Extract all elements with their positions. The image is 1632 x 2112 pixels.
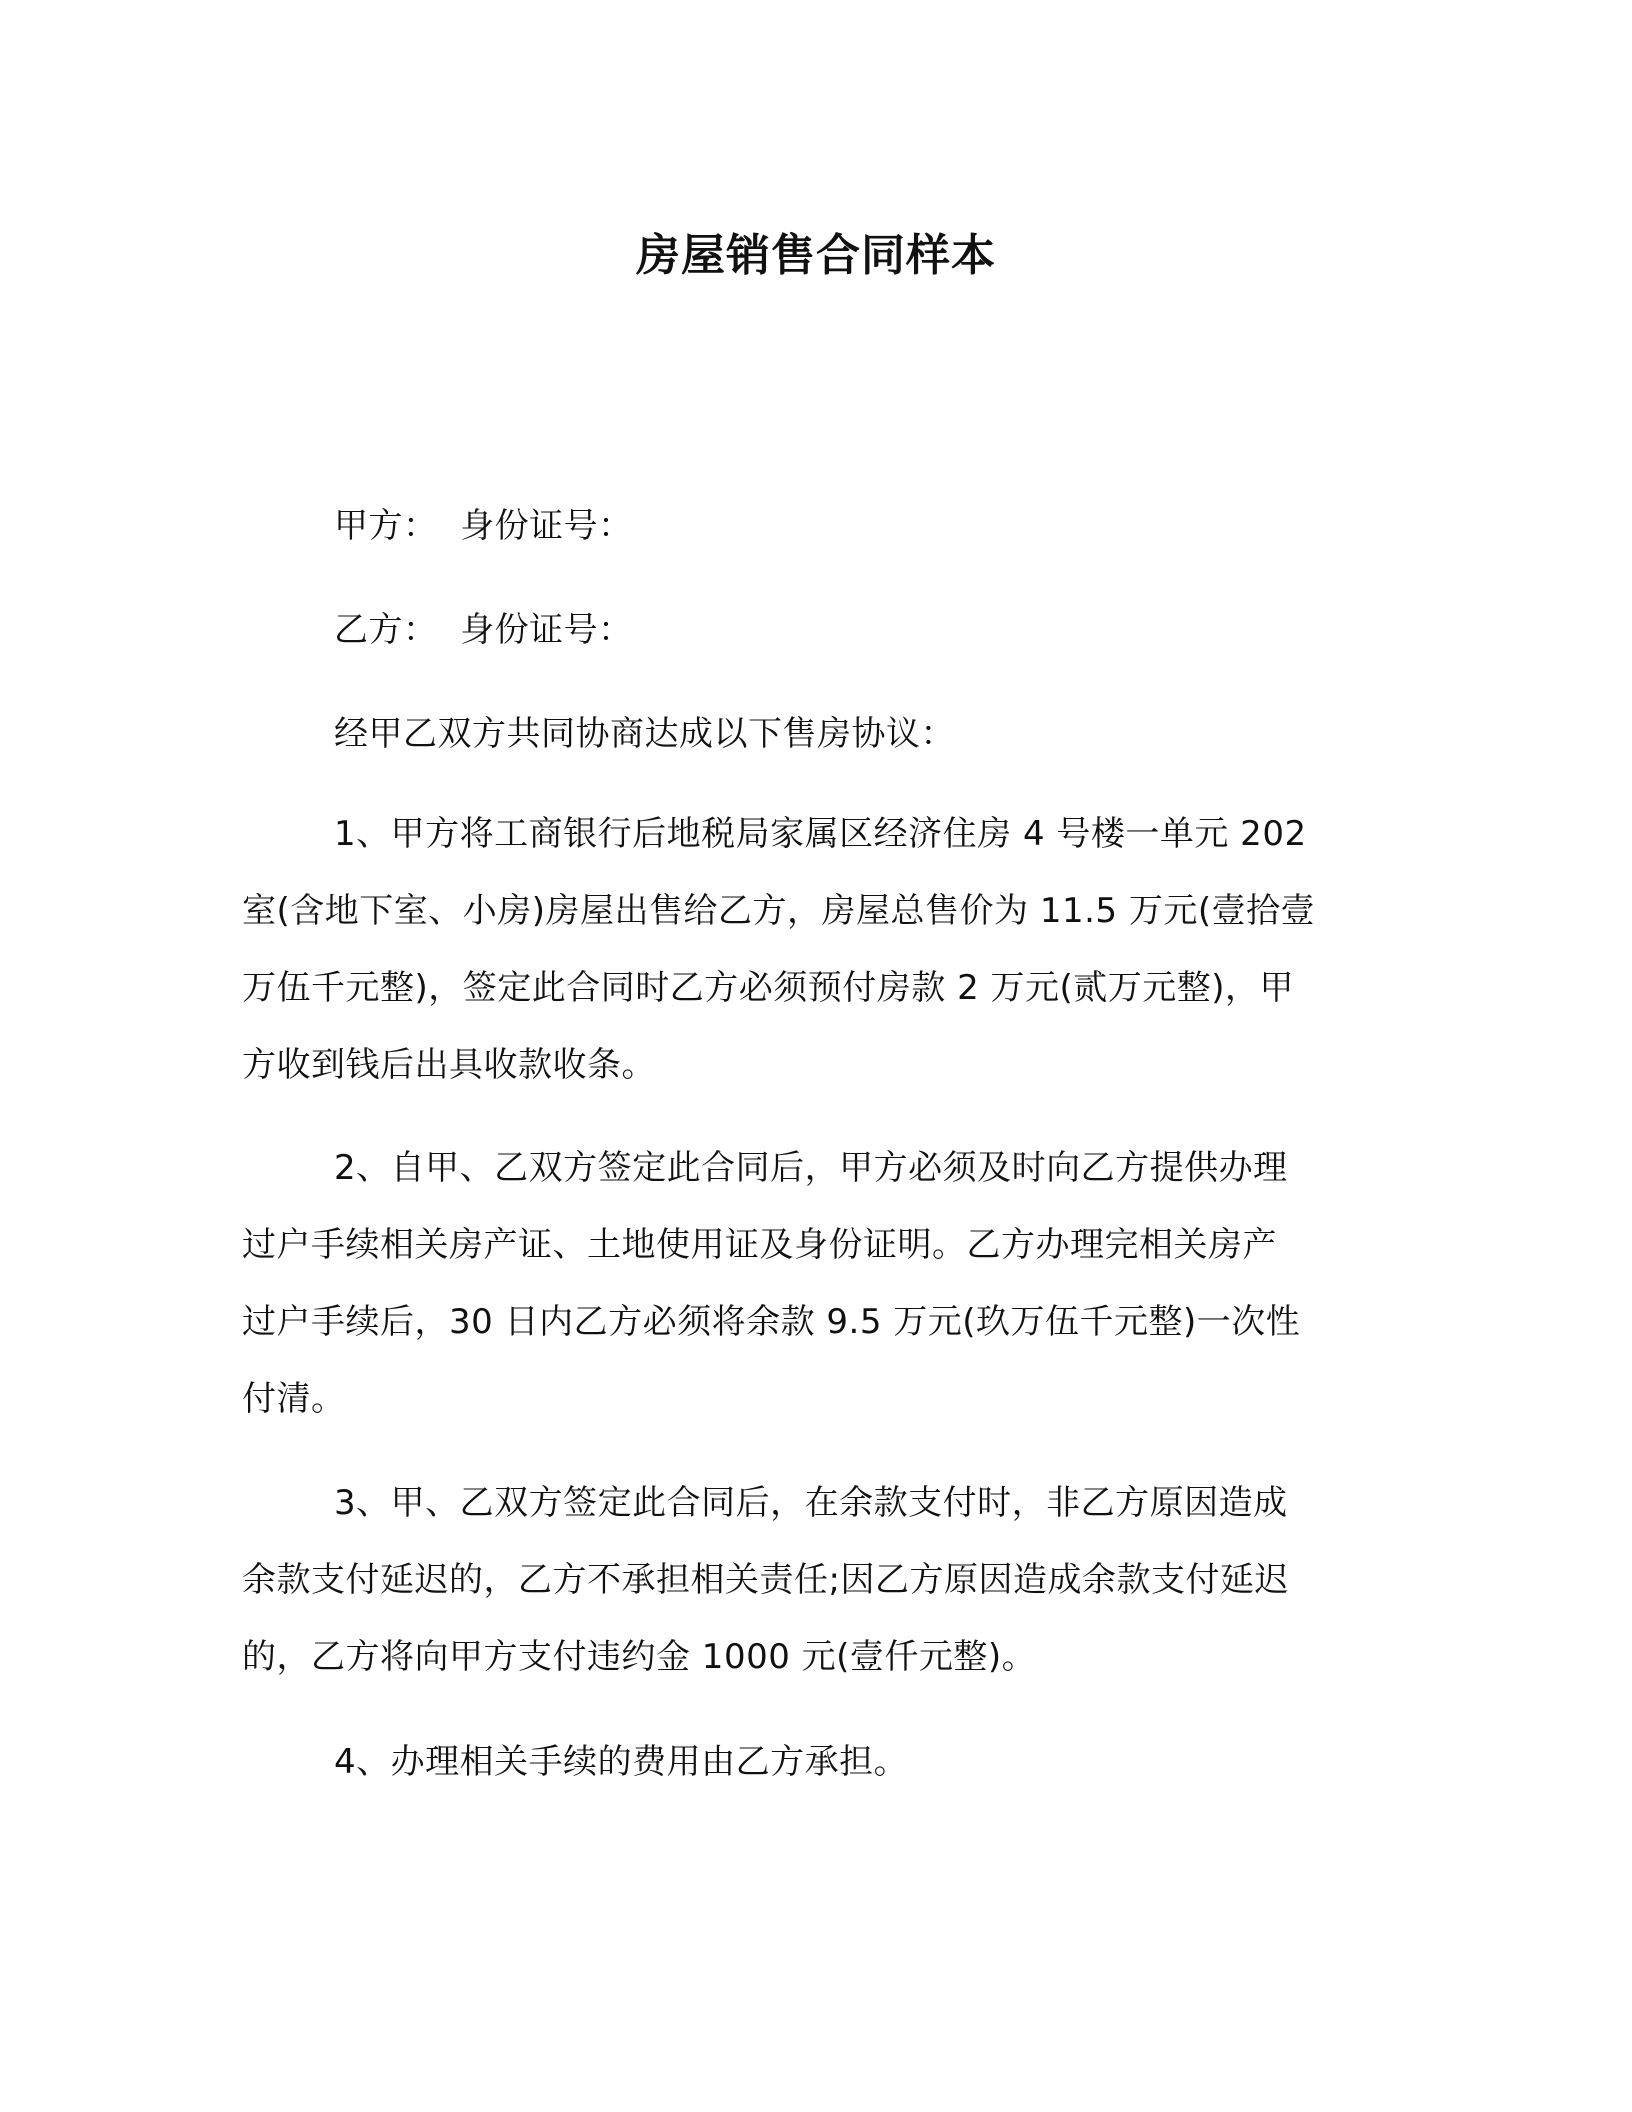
clause-3-line-2: 余款支付延迟的，乙方不承担相关责任;因乙方原因造成余款支付延迟 bbox=[242, 1560, 1289, 1600]
clause-2-line-3: 过户手续后，30 日内乙方必须将余款 9.5 万元(玖万伍千元整)一次性 bbox=[242, 1302, 1301, 1342]
party-b-line bbox=[242, 592, 1382, 669]
clause-3-line-3: 的，乙方将向甲方支付违约金 1000 元(壹仟元整)。 bbox=[242, 1637, 1037, 1677]
agreement-intro-text: 经甲乙双方共同协商达成以下售房协议： bbox=[334, 714, 955, 754]
clause-1 bbox=[242, 796, 1382, 1104]
party-a-text: 甲方： 身份证号： bbox=[334, 506, 633, 546]
clause-1-line-4: 方收到钱后出具收款收条。 bbox=[242, 1045, 656, 1085]
clause-2 bbox=[242, 1130, 1382, 1438]
clause-2-line-2: 过户手续相关房产证、土地使用证及身份证明。乙方办理完相关房产 bbox=[242, 1225, 1277, 1265]
clause-1-line-1: 1、甲方将工商银行后地税局家属区经济住房 4 号楼一单元 202 bbox=[334, 814, 1307, 854]
clause-3-line-1: 3、甲、乙双方签定此合同后，在余款支付时，非乙方原因造成 bbox=[334, 1483, 1288, 1523]
clause-1-line-2: 室(含地下室、小房)房屋出售给乙方，房屋总售价为 11.5 万元(壹拾壹 bbox=[242, 891, 1316, 931]
clause-4-line-1: 4、办理相关手续的费用由乙方承担。 bbox=[334, 1742, 909, 1782]
clause-4 bbox=[242, 1724, 1382, 1801]
clause-2-line-1: 2、自甲、乙双方签定此合同后，甲方必须及时向乙方提供办理 bbox=[334, 1148, 1288, 1188]
clause-2-line-4: 付清。 bbox=[242, 1379, 346, 1419]
agreement-intro bbox=[242, 696, 1382, 773]
party-b-text: 乙方： 身份证号： bbox=[334, 610, 633, 650]
clause-3 bbox=[242, 1465, 1382, 1696]
clause-1-line-3: 万伍千元整)，签定此合同时乙方必须预付房款 2 万元(贰万元整)，甲 bbox=[242, 968, 1295, 1008]
document-title: 房屋销售合同样本 bbox=[636, 230, 996, 281]
party-a-line bbox=[242, 488, 1382, 565]
